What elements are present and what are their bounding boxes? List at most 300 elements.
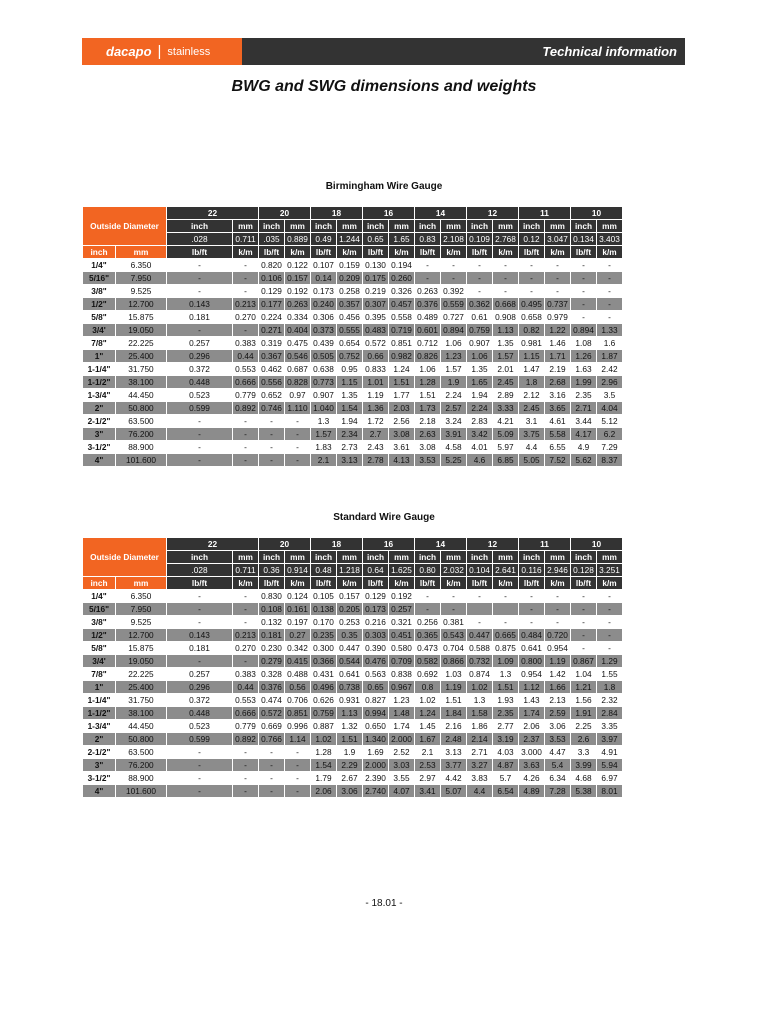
weight-cell: 0.143 [167,629,232,641]
weight-cell: 0.826 [415,350,440,362]
weight-cell: - [244,617,247,627]
weight-cell: - [244,773,247,783]
weight-cell: - [415,603,440,615]
weight-cell: 0.306 [313,312,334,322]
diameter-mm-cell: 50.800 [116,402,166,414]
weight-cell: 2.19 [549,364,566,374]
weight-cell: 3.03 [389,759,414,771]
weight-cell: - [478,617,481,627]
weight-cell: 0.173 [313,286,334,296]
weight-cell: 0.559 [441,298,466,310]
weight-cell: 0.967 [389,681,414,693]
weight-cell: 2.13 [549,695,566,705]
weight-cell: 1.73 [415,402,440,414]
weight-cell: 2.24 [445,390,462,400]
weight-cell: 1.06 [445,338,462,348]
weight-cell: 2.32 [601,695,618,705]
weight-cell: 1.040 [311,402,336,414]
wall-thickness-mm: 3.047 [545,233,570,245]
weight-cell: 0.875 [495,643,516,653]
weight-cell: 0.56 [285,681,310,693]
weight-cell: 1.93 [497,695,514,705]
weight-cell: 0.230 [261,643,282,653]
size-cell: 1/2" [83,298,115,310]
km-label: k/m [389,577,414,589]
weight-cell: 0.61 [471,312,488,322]
weight-cell: 5.94 [597,759,622,771]
weight-cell: 0.746 [259,402,284,414]
table-row [83,707,648,719]
km-label: k/m [337,577,362,589]
weight-cell: - [504,286,507,296]
weight-cell: 0.107 [313,260,334,270]
size-cell: 4" [83,785,115,797]
weight-cell: 3.33 [493,402,518,414]
weight-cell: 2.45 [493,376,518,388]
weight-cell: 0.523 [189,390,210,400]
weight-cell: 0.326 [391,286,412,296]
diameter-mm-cell: 6.350 [130,260,152,270]
size-cell: 3/8" [91,617,107,627]
size-cell: 1-1/4" [87,695,111,705]
weight-cell: 1.32 [341,721,358,731]
weight-cell: 0.572 [365,338,386,348]
lbft-label: lb/ft [167,577,232,589]
inch-label: inch [167,551,232,563]
diameter-mm-cell: 9.525 [130,617,152,627]
table-row [83,681,648,693]
weight-cell: 1.74 [519,707,544,719]
weight-cell: 3.61 [393,442,410,452]
weight-cell: - [233,454,258,466]
weight-cell: 2.000 [363,759,388,771]
weight-cell: 0.365 [415,629,440,641]
size-cell: 7/8" [91,338,107,348]
weight-cell: 0.431 [313,669,334,679]
weight-cell: - [441,603,466,615]
weight-cell: 0.132 [261,617,282,627]
mm-label: mm [545,220,570,232]
table-row [83,428,648,440]
wall-thickness-mm: 0.711 [233,233,258,245]
diameter-mm-cell: 101.600 [116,454,166,466]
weight-cell: 0.157 [339,591,360,601]
gauge-number: 11 [519,538,570,550]
weight-cell: 0.894 [571,324,596,336]
weight-cell: 2.6 [571,733,596,745]
table-row [83,376,648,388]
weight-cell: 0.727 [443,312,464,322]
gauge-number: 10 [571,207,622,219]
weight-cell: - [198,442,201,452]
page-number: - 18.01 - [365,898,403,909]
size-cell: 3-1/2" [87,442,111,452]
weight-cell: 1.72 [367,416,384,426]
weight-cell: 3.63 [519,759,544,771]
wall-thickness-row [83,564,648,576]
diameter-mm-cell: 76.200 [116,759,166,771]
wall-thickness-mm: 2.641 [493,564,518,576]
weight-cell: 5.4 [545,759,570,771]
weight-cell: 0.599 [167,733,232,745]
weight-cell: 1.03 [445,669,462,679]
weight-cell: 1.69 [367,747,384,757]
wall-thickness-mm: 3.251 [597,564,622,576]
wall-thickness-inch: .028 [167,564,232,576]
table-row [83,772,648,784]
weight-cell: 2.71 [571,402,596,414]
weight-cell: - [452,260,455,270]
weight-cell: 0.181 [259,629,284,641]
weight-cell: 5.7 [499,773,512,783]
weight-cell: 0.496 [311,681,336,693]
weight-cell: 0.483 [363,324,388,336]
weight-cell: 1.12 [519,681,544,693]
weight-cell: 0.954 [521,669,542,679]
weight-cell: 0.219 [365,286,386,296]
weight-cell: 0.979 [547,312,568,322]
weight-cell: 0.296 [167,681,232,693]
weight-cell: - [582,286,585,296]
weight-cell: 2.59 [545,707,570,719]
gauge-number: 18 [311,207,362,219]
weight-cell: 0.546 [285,350,310,362]
weight-cell: 1.74 [393,721,410,731]
diameter-mm-cell: 63.500 [128,416,154,426]
wall-thickness-mm: 1.244 [337,233,362,245]
weight-cell: 0.665 [493,629,518,641]
weight-cell: 2.29 [337,759,362,771]
weight-cell: 0.650 [365,721,386,731]
mm-label: mm [493,551,518,563]
diameter-mm-cell: 25.400 [116,681,166,693]
weight-cell: - [441,272,466,284]
weight-cell: 0.383 [235,338,256,348]
weight-cell: 1.51 [389,376,414,388]
weight-cell: 1.84 [441,707,466,719]
mm-label: mm [545,551,570,563]
weight-cell: 5.05 [519,454,544,466]
weight-cell: - [285,454,310,466]
weight-cell: 0.654 [339,338,360,348]
weight-cell: 0.362 [467,298,492,310]
swg-table [82,537,649,798]
weight-cell: - [270,773,273,783]
weight-cell: - [504,617,507,627]
weight-cell: - [270,747,273,757]
weight-cell: - [426,260,429,270]
inch-label: inch [467,551,492,563]
mm-label: mm [597,220,622,232]
lbft-label: lb/ft [519,246,544,258]
weight-cell: 0.175 [363,272,388,284]
weight-cell: 4.6 [467,454,492,466]
weight-cell: 2.56 [393,416,410,426]
weight-cell: 2.97 [419,773,436,783]
size-cell: 5/8" [91,643,107,653]
weight-cell: 1.08 [575,338,592,348]
od-inch-label: inch [83,577,115,589]
brand-divider: | [157,43,162,60]
weight-cell: - [571,603,596,615]
mm-label: mm [597,551,622,563]
table-row [83,746,648,758]
weight-cell: - [244,747,247,757]
size-cell: 5/16" [83,603,115,615]
weight-cell: 0.376 [259,681,284,693]
weight-cell: 0.256 [417,617,438,627]
weight-cell: - [608,312,611,322]
diameter-mm-cell: 31.750 [128,364,154,374]
weight-cell: - [478,286,481,296]
gauge-number: 12 [467,207,518,219]
table-row [83,298,648,310]
weight-cell: - [233,603,258,615]
weight-cell: - [244,591,247,601]
wall-thickness-inch: 0.36 [259,564,284,576]
weight-cell: 2.67 [341,773,358,783]
weight-cell: - [582,260,585,270]
weight-cell: 2.78 [363,454,388,466]
weight-cell: 4.21 [497,416,514,426]
gauge-number: 20 [259,538,310,550]
weight-cell: 0.105 [313,591,334,601]
wall-thickness-inch: 0.116 [519,564,544,576]
weight-cell: 1.9 [343,747,356,757]
weight-cell: 1.19 [441,681,466,693]
weight-cell: - [270,442,273,452]
weight-cell: 0.752 [337,350,362,362]
weight-cell: 5.97 [497,442,514,452]
weight-cell: 4.87 [493,759,518,771]
size-cell: 1/4" [91,591,107,601]
table-row [83,590,648,602]
weight-cell: 0.224 [261,312,282,322]
weight-cell: 0.828 [285,376,310,388]
weight-cell: 1.51 [419,390,436,400]
weight-cell: 0.404 [285,324,310,336]
weight-cell: 1.94 [341,416,358,426]
weight-cell: - [244,442,247,452]
weight-cell: - [233,428,258,440]
weight-cell: 2.14 [467,733,492,745]
km-label: k/m [441,577,466,589]
table-row [83,785,648,797]
km-label: k/m [337,246,362,258]
weight-cell: 3.55 [393,773,410,783]
weight-cell: 2.52 [393,747,410,757]
weight-cell: 2.48 [441,733,466,745]
weight-cell: - [556,591,559,601]
outside-diameter-header: Outside Diameter [83,538,166,576]
weight-cell: 8.37 [597,454,622,466]
weight-cell: - [452,591,455,601]
wall-thickness-inch: 0.128 [571,564,596,576]
weight-cell: 2.71 [471,747,488,757]
gauge-number: 14 [415,538,466,550]
weight-cell: 1.66 [545,681,570,693]
weight-cell: 0.192 [391,591,412,601]
weight-cell: 2.77 [497,721,514,731]
lbft-label: lb/ft [415,246,440,258]
section-bar [242,38,685,65]
weight-cell: - [493,272,518,284]
diameter-mm-cell: 19.050 [116,655,166,667]
weight-cell: 2.43 [367,442,384,452]
weight-cell: 0.197 [287,617,308,627]
weight-cell: 3.1 [525,416,538,426]
weight-cell: 3.13 [337,454,362,466]
weight-cell: - [571,298,596,310]
size-cell: 3" [83,428,115,440]
weight-cell: 0.475 [287,338,308,348]
weight-cell: 1.86 [471,721,488,731]
weight-cell: 0.484 [519,629,544,641]
weight-cell: 0.106 [259,272,284,284]
unit-row [83,577,648,589]
weight-cell: 0.205 [337,603,362,615]
gauge-number: 16 [363,207,414,219]
inch-label: inch [363,551,388,563]
size-cell: 2-1/2" [87,747,111,757]
gauge-header-row [83,538,648,550]
weight-cell: 1.23 [441,350,466,362]
weight-cell: 6.85 [493,454,518,466]
weight-cell: 0.867 [571,655,596,667]
weight-cell: 5.58 [545,428,570,440]
inch-label: inch [415,551,440,563]
weight-cell: 0.307 [363,298,388,310]
wall-thickness-inch: 0.64 [363,564,388,576]
weight-cell: 1.14 [285,733,310,745]
inch-label: inch [311,220,336,232]
page-header [82,38,685,65]
wall-thickness-inch: 0.49 [311,233,336,245]
diameter-mm-cell: 44.450 [128,390,154,400]
weight-cell: - [244,260,247,270]
weight-cell: 0.130 [365,260,386,270]
weight-cell: 1.15 [519,350,544,362]
weight-cell: 1.13 [337,707,362,719]
table-row [83,668,648,680]
weight-cell: - [530,617,533,627]
weight-cell: 0.97 [289,390,306,400]
weight-cell: 1.54 [311,759,336,771]
lbft-label: lb/ft [571,246,596,258]
weight-cell: 0.216 [365,617,386,627]
weight-cell: - [198,286,201,296]
weight-cell: 0.66 [363,350,388,362]
weight-cell: 0.866 [441,655,466,667]
weight-cell: 3.19 [493,733,518,745]
diameter-mm-cell: 88.900 [128,773,154,783]
weight-cell: 2.25 [575,721,592,731]
weight-cell: - [597,298,622,310]
size-cell: 3/4' [83,324,115,336]
weight-cell: 1.6 [603,338,616,348]
table-row [83,454,648,466]
gauge-number: 22 [167,538,258,550]
weight-cell: 1.3 [473,695,486,705]
weight-cell: 2.24 [467,402,492,414]
weight-cell: 1.79 [315,773,332,783]
lbft-label: lb/ft [167,246,232,258]
weight-cell: 0.908 [495,312,516,322]
weight-cell: 1.36 [363,402,388,414]
weight-cell: 0.820 [261,260,282,270]
lbft-label: lb/ft [467,246,492,258]
weight-cell: 4.17 [571,428,596,440]
weight-cell: 3.44 [575,416,592,426]
weight-cell: 0.994 [363,707,388,719]
weight-cell: 0.395 [365,312,386,322]
weight-cell: 2.89 [497,390,514,400]
table-row [83,272,648,284]
weight-cell: 2.63 [415,428,440,440]
table-row [83,603,648,615]
table-row [83,285,648,297]
weight-cell: 4.13 [389,454,414,466]
diameter-mm-cell: 50.800 [116,733,166,745]
weight-cell: 0.129 [261,286,282,296]
weight-cell: 0.773 [311,376,336,388]
weight-cell: 0.373 [311,324,336,336]
size-cell: 5/16" [83,272,115,284]
weight-cell: 4.01 [471,442,488,452]
km-label: k/m [545,246,570,258]
bwg-table-title: Birmingham Wire Gauge [325,181,443,192]
weight-cell: 2.390 [365,773,386,783]
weight-cell: 0.451 [389,629,414,641]
weight-cell: 0.544 [337,655,362,667]
weight-cell: 0.720 [545,629,570,641]
weight-cell: 1.23 [393,695,410,705]
weight-cell: 0.874 [469,669,490,679]
diameter-mm-cell: 25.400 [116,350,166,362]
weight-cell: 1.01 [363,376,388,388]
weight-cell: 1.02 [311,733,336,745]
weight-cell: 0.599 [167,402,232,414]
weight-cell: 0.257 [189,669,210,679]
weight-cell: 7.52 [545,454,570,466]
weight-cell: - [198,260,201,270]
weight-cell: - [415,272,440,284]
weight-cell: - [233,655,258,667]
wall-thickness-inch: 0.12 [519,233,544,245]
weight-cell: 1.94 [471,390,488,400]
weight-cell: 0.270 [235,643,256,653]
inch-label: inch [311,551,336,563]
km-label: k/m [545,577,570,589]
size-cell: 1-1/2" [83,376,115,388]
size-cell: 1/4" [91,260,107,270]
weight-cell: 3.000 [521,747,542,757]
weight-cell: 0.954 [547,643,568,653]
size-cell: 5/8" [91,312,107,322]
diameter-mm-cell: 101.600 [116,785,166,797]
weight-cell: 0.376 [415,298,440,310]
lbft-label: lb/ft [415,577,440,589]
weight-cell: 0.779 [235,390,256,400]
km-label: k/m [285,577,310,589]
weight-cell: 0.666 [233,376,258,388]
weight-cell: 0.982 [389,350,414,362]
weight-cell: 0.263 [285,298,310,310]
mm-label: mm [441,220,466,232]
weight-cell: 6.55 [549,442,566,452]
weight-cell: 2.03 [389,402,414,414]
weight-cell: 1.340 [363,733,388,745]
